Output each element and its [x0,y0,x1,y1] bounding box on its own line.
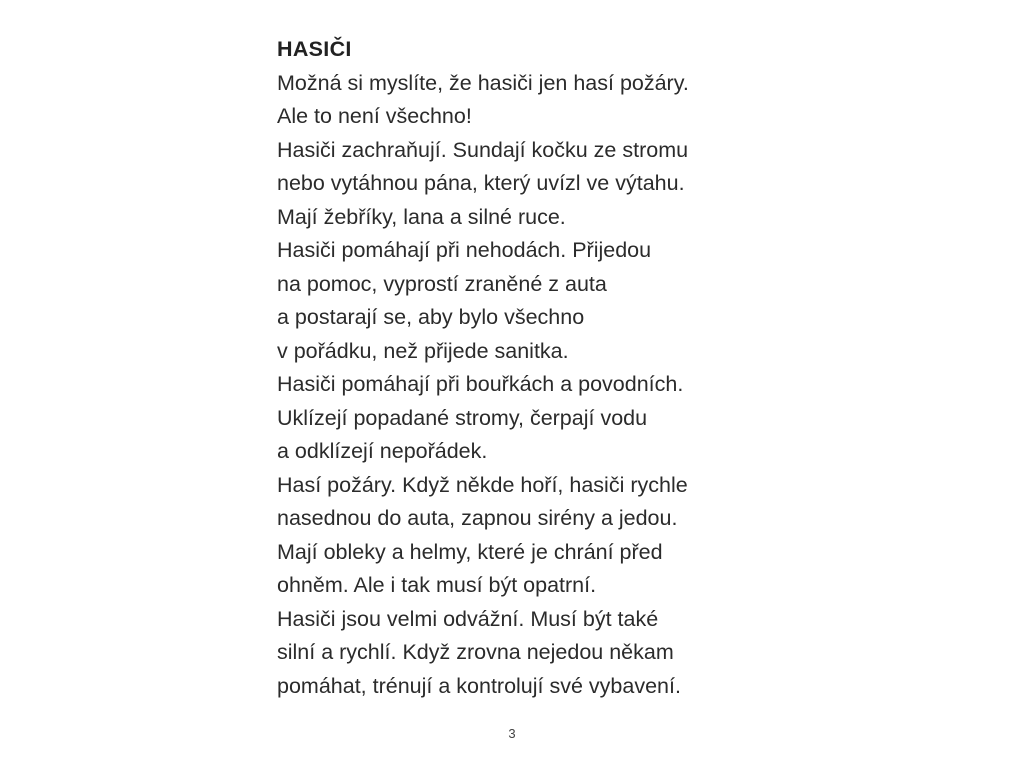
text-line: Mají žebříky, lana a silné ruce. [277,204,566,229]
text-line: ohněm. Ale i tak musí být opatrní. [277,573,597,597]
text-line: v pořádku, než přijede sanitka. [277,338,569,363]
text-line: Mají obleky a helmy, které je chrání před [277,539,663,564]
text-line: pomáhat, trénují a kontrolují své vybavení. [277,673,681,698]
text-line: Hasí požáry. Když někde hoří, hasiči rychle [277,472,688,497]
text-line: a odklízejí nepořádek. [277,439,488,463]
text-line: Hasiči jsou velmi odvážní. Musí být také [277,606,659,631]
text-line: nasednou do auta, zapnou sirény a jedou. [277,506,678,530]
text-line: silní a rychlí. Když zrovna nejedou někam [277,640,674,664]
page-title: HASIČI [277,37,352,61]
text-block [277,33,837,703]
text-line: Hasiči pomáhají při nehodách. Přijedou [277,238,652,262]
text-line: nebo vytáhnou pána, který uvízl ve výtahu. [277,171,685,195]
text-line: Ale to není všechno! [277,104,472,128]
text-line: Možná si myslíte, že hasiči jen hasí požáry. [277,70,689,95]
text-line: a postarají se, aby bylo všechno [277,305,585,329]
text-line: Uklízejí popadané stromy, čerpají vodu [277,405,648,430]
page-number: 3 [508,726,516,741]
text-line: Hasiči pomáhají při bouřkách a povodních. [277,372,684,396]
text-line: na pomoc, vyprostí zraněné z auta [277,271,607,296]
text-line: Hasiči zachraňují. Sundají kočku ze stromu [277,137,689,162]
